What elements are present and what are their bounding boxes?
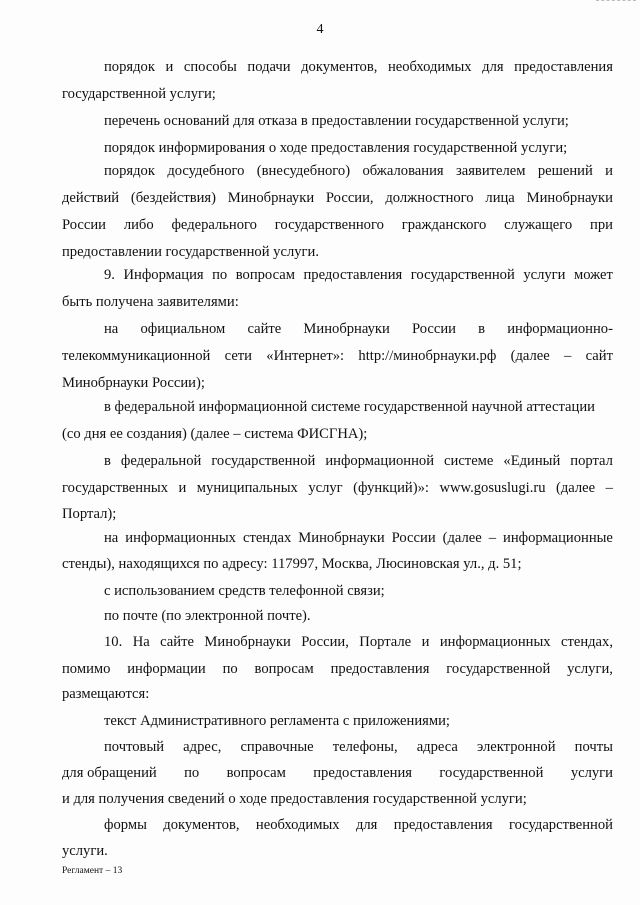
word: информации xyxy=(127,661,206,677)
word: на xyxy=(104,321,119,337)
text-line xyxy=(62,216,613,234)
word: информационные xyxy=(503,530,613,546)
text-line: стенды), находящихся по адресу: 117997, Москва, Люсиновская ул., д. 51; xyxy=(62,556,522,572)
word: для xyxy=(355,817,378,833)
word: предоставления xyxy=(393,817,493,833)
word: информационной xyxy=(325,453,435,469)
word: предоставления xyxy=(303,267,403,283)
word: государственной xyxy=(446,661,551,677)
word: Портале xyxy=(359,634,412,650)
word: действий xyxy=(62,190,120,206)
word: гражданского xyxy=(401,217,487,233)
text-line xyxy=(104,738,613,756)
word: России xyxy=(391,530,436,546)
word: заявителем xyxy=(455,163,526,179)
word: России xyxy=(62,217,106,233)
word: федерального xyxy=(171,217,257,233)
text-line: в федеральной информационной системе государственной научной аттестации xyxy=(104,399,595,415)
word: «Интернет»: xyxy=(266,348,345,364)
word: порядок xyxy=(104,59,155,75)
word: (внесудебного) xyxy=(256,163,351,179)
text-line: государственной услуги; xyxy=(62,86,216,102)
word: вопросам xyxy=(254,661,314,677)
word: государственной xyxy=(439,765,544,781)
word: (далее xyxy=(556,480,596,496)
word: и xyxy=(421,634,430,650)
word: России, xyxy=(301,634,349,650)
word: досудебного xyxy=(167,163,245,179)
word: портал xyxy=(570,453,613,469)
word: (далее xyxy=(510,348,550,364)
word: по xyxy=(212,267,228,283)
text-line: Портал); xyxy=(62,506,117,522)
word: информационных xyxy=(125,530,236,546)
text-line: с использованием средств телефонной связи; xyxy=(104,583,385,599)
word: Минобрнауки xyxy=(303,321,390,337)
word: – xyxy=(488,530,497,546)
word: необходимых xyxy=(387,59,472,75)
text-line xyxy=(104,320,613,338)
word: при xyxy=(590,217,613,233)
word: официальном xyxy=(140,321,226,337)
word: для xyxy=(482,59,504,75)
word: Минобрнауки xyxy=(298,530,385,546)
word: стендах, xyxy=(560,634,613,650)
word: предоставления xyxy=(330,661,430,677)
text-line: и для получения сведений о ходе предоставления государственной услуги; xyxy=(62,791,527,807)
word: необходимых xyxy=(255,817,340,833)
word: обжалования xyxy=(362,163,444,179)
text-line: услуги. xyxy=(62,843,108,859)
word: телекоммуникационной xyxy=(62,348,211,364)
word: www.gosuslugi.ru xyxy=(439,480,546,496)
word: и xyxy=(605,163,613,179)
word: информационных xyxy=(439,634,551,650)
word: Минобрнауки xyxy=(526,190,613,206)
word: услуги, xyxy=(567,661,613,677)
word: стендах xyxy=(242,530,292,546)
scan-edge-mark xyxy=(596,0,636,15)
word: почтовый xyxy=(104,739,165,755)
word: телефоны, xyxy=(332,739,398,755)
word: предоставления xyxy=(514,59,613,75)
text-line: по почте (по электронной почте). xyxy=(104,608,311,624)
word: сайт xyxy=(585,348,613,364)
word: подачи xyxy=(247,59,291,75)
word: – xyxy=(605,480,613,496)
word: Минобрнауки xyxy=(204,634,291,650)
word: должностного xyxy=(385,190,474,206)
word: формы xyxy=(104,817,147,833)
word: и xyxy=(165,59,174,75)
word: (далее xyxy=(442,530,482,546)
word: государственных xyxy=(62,480,169,496)
word: России xyxy=(411,321,456,337)
word: (функций)»: xyxy=(353,480,429,496)
text-line xyxy=(62,347,613,365)
word: сайте xyxy=(160,634,194,650)
word: почты xyxy=(574,739,613,755)
text-line xyxy=(62,479,613,497)
text-line: Минобрнауки России); xyxy=(62,375,205,391)
word: информационно- xyxy=(507,321,613,337)
word: На xyxy=(132,634,150,650)
text-line xyxy=(104,452,613,470)
word: http://минобрнауки.рф xyxy=(358,348,497,364)
word: по xyxy=(184,765,200,781)
text-line xyxy=(104,816,613,834)
text-line: порядок информирования о ходе предоставления государственной услуги; xyxy=(104,140,568,156)
text-line: быть получена заявителями: xyxy=(62,294,239,310)
word: государственной xyxy=(508,817,613,833)
text-line xyxy=(104,266,613,284)
word: вопросам xyxy=(235,267,295,283)
word: в xyxy=(478,321,486,337)
word: Информация xyxy=(123,267,204,283)
word: государственной xyxy=(211,453,316,469)
word: документов, xyxy=(301,59,378,75)
word: России, xyxy=(325,190,374,206)
word: адрес, xyxy=(183,739,222,755)
word: (бездействия) xyxy=(130,190,216,206)
word: сети xyxy=(224,348,252,364)
word: государственного xyxy=(274,217,384,233)
word: либо xyxy=(123,217,154,233)
word: услуги xyxy=(523,267,566,283)
text-line: предоставлении государственной услуги. xyxy=(62,244,319,260)
text-line xyxy=(104,58,613,76)
word: Минобрнауки xyxy=(227,190,315,206)
text-line xyxy=(62,189,613,207)
word: помимо xyxy=(62,661,111,677)
word: 10. xyxy=(104,634,123,650)
word: – xyxy=(564,348,572,364)
word: муниципальных xyxy=(196,480,298,496)
page-number: 4 xyxy=(316,22,324,37)
word: в xyxy=(104,453,111,469)
word: на xyxy=(104,530,119,546)
word: услуги xyxy=(570,765,613,781)
word: услуг xyxy=(308,480,343,496)
word: федеральной xyxy=(120,453,202,469)
word: порядок xyxy=(104,163,155,179)
word: для обращений xyxy=(62,765,157,781)
word: и xyxy=(178,480,187,496)
word: электронной xyxy=(477,739,556,755)
word: может xyxy=(573,267,613,283)
word: справочные xyxy=(240,739,314,755)
text-line: размещаются: xyxy=(62,686,150,702)
text-line: перечень оснований для отказа в предоставлении государственной услуги; xyxy=(104,113,569,129)
word: вопросам xyxy=(226,765,286,781)
word: по xyxy=(222,661,238,677)
text-line xyxy=(62,660,613,678)
word: документов, xyxy=(163,817,240,833)
text-line xyxy=(104,633,613,651)
text-line: (со дня ее создания) (далее – система ФИСГНА); xyxy=(62,426,368,442)
word: 9. xyxy=(104,267,115,283)
text-line: текст Административного регламента с приложениями; xyxy=(104,713,450,729)
word: способы xyxy=(183,59,237,75)
word: государственной xyxy=(410,267,515,283)
document-footer: Регламент – 13 xyxy=(62,866,123,876)
text-line xyxy=(62,764,613,782)
text-line xyxy=(104,529,613,547)
word: «Единый xyxy=(503,453,561,469)
word: системе xyxy=(444,453,494,469)
word: адреса xyxy=(416,739,458,755)
word: служащего xyxy=(504,217,573,233)
word: предоставления xyxy=(313,765,413,781)
word: сайте xyxy=(247,321,282,337)
word: решений xyxy=(537,163,593,179)
word: лица xyxy=(485,190,515,206)
text-line xyxy=(104,162,613,180)
